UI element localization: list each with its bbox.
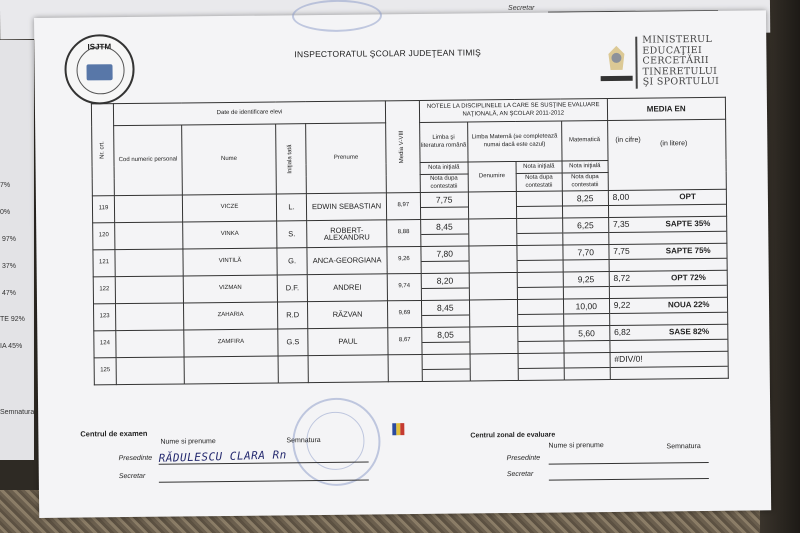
- cell-media: 9,74: [387, 273, 421, 300]
- cell-initiala: D.F.: [277, 275, 307, 302]
- header-denumire: Denumire: [468, 161, 516, 192]
- cell-prenume: ANCA-GEORGIANA: [307, 247, 387, 275]
- cell-denumire: [469, 299, 517, 327]
- cell-limba: [421, 327, 469, 355]
- cell-cod: [115, 222, 183, 250]
- nume-prenume-label: Nume si prenume: [160, 438, 216, 446]
- ministry-line: ŞI SPORTULUI: [642, 75, 720, 88]
- cell-nume: VIZMAN: [183, 275, 277, 303]
- cell-nr: 121: [93, 250, 115, 277]
- stamp-top: [292, 0, 382, 32]
- nume-prenume-label-2: Nume si prenume: [548, 442, 604, 450]
- header-matematica: Matematică: [561, 121, 607, 161]
- cell-nume: VINTILĂ: [183, 248, 277, 276]
- cell-nume: ZAMFIRA: [184, 329, 278, 357]
- presedinte-label-2: Presedinte: [506, 454, 541, 463]
- cell-materna: [517, 326, 563, 353]
- cell-materna: [517, 245, 563, 272]
- cell-cifre: 7,75: [613, 245, 630, 256]
- cell-nume: ZAHARIA: [183, 302, 277, 330]
- table-row: [94, 351, 728, 385]
- cell-initiala: R.D: [277, 302, 307, 329]
- cell-cifre: 6,82: [613, 326, 631, 337]
- cell-materna: [517, 299, 563, 326]
- cell-denumire: [469, 245, 517, 273]
- cell-litere: SASE 82%: [668, 326, 710, 337]
- header-cod: Cod numeric personal: [114, 125, 183, 196]
- cell-nr: 122: [93, 277, 115, 304]
- cell-media: 8,88: [387, 219, 421, 246]
- header-note: NOTELE LA DISCIPLINELE LA CARE SE SUSŢINE EVALUARE NAŢIONALĂ, AN ŞCOLAR 2011-2012: [419, 99, 607, 123]
- cell-limba: [422, 354, 470, 382]
- cell-materna: [516, 218, 562, 245]
- left-fragment: TE 92%: [0, 316, 25, 323]
- ministry-line: EDUCAŢIEI: [642, 44, 703, 57]
- cell-limba-initiala: 7,75: [421, 192, 468, 207]
- ministry-divider: [635, 37, 638, 89]
- cell-mate-initiala: 5,60: [564, 326, 609, 341]
- cell-nr: 120: [93, 223, 115, 250]
- cell-limba-initiala: 8,45: [421, 219, 468, 234]
- cell-nume: [184, 356, 278, 384]
- cell-litere: OPT 72%: [671, 272, 706, 283]
- cell-nr: 124: [94, 331, 116, 358]
- cell-denumire: [468, 191, 516, 219]
- cell-mate: [563, 325, 609, 352]
- header-materna-initiala: Nota iniţială: [516, 161, 562, 173]
- left-fragment: Semnatura: [0, 409, 35, 416]
- cell-materna: [518, 353, 564, 380]
- secretar-label: Secretar: [118, 472, 146, 481]
- cell-media-en: [609, 324, 727, 352]
- cell-prenume: EDWIN SEBASTIAN: [306, 193, 386, 221]
- cell-media-en: [609, 243, 727, 271]
- header-materna-dupa: Nota dupa contestatii: [516, 173, 562, 191]
- cell-cifre: 8,72: [613, 272, 631, 283]
- cell-initiala: G.: [277, 248, 307, 275]
- header-nr: Nr. crt.: [91, 104, 114, 196]
- cell-materna: [516, 191, 562, 218]
- cell-initiala: [278, 356, 308, 383]
- ministry-name: [642, 35, 719, 88]
- header-limba-initiala: Nota iniţială: [420, 162, 468, 175]
- cell-litere: SAPTE 75%: [665, 245, 711, 256]
- header-nume: Nume: [182, 124, 277, 195]
- cell-mate: [563, 244, 609, 271]
- cell-cifre: 7,35: [612, 218, 630, 229]
- cell-denumire: [469, 272, 517, 300]
- cell-nr: 119: [92, 196, 114, 223]
- ministry-line: CERCETĂRII: [642, 54, 709, 67]
- cell-limba: [421, 300, 469, 328]
- cell-denumire: [468, 218, 516, 246]
- logo-text: ISJTM: [87, 42, 112, 52]
- cell-materna: [517, 272, 563, 299]
- semnatura-label: Semnatura: [286, 437, 321, 445]
- cell-initiala: S.: [277, 221, 307, 248]
- left-fragment: 97%: [2, 236, 17, 243]
- cell-media-en: [608, 189, 726, 217]
- isj-logo: [64, 34, 135, 105]
- cell-limba-initiala: 8,05: [422, 327, 469, 342]
- left-fragment: 47%: [2, 290, 17, 297]
- centru-zonal-label: Centrul zonal de evaluare: [470, 431, 556, 440]
- secretar-label-2: Secretar: [506, 470, 534, 479]
- cell-media: 9,26: [387, 246, 421, 273]
- page-title: INSPECTORATUL ŞCOLAR JUDEŢEAN TIMIŞ: [294, 47, 482, 60]
- cell-limba-initiala: 7,80: [421, 246, 468, 261]
- results-table: [91, 97, 729, 386]
- cell-mate-initiala: 6,25: [563, 218, 608, 233]
- left-sheet: [0, 40, 34, 460]
- cell-litere: SAPTE 35%: [665, 218, 711, 229]
- semnatura-label-2: Semnatura: [666, 443, 701, 451]
- cell-media-en: [609, 297, 727, 325]
- ministry-emblem-icon: [596, 42, 636, 84]
- cell-mate: [562, 190, 608, 217]
- cell-cifre: 8,00: [612, 191, 630, 202]
- cell-mate-initiala: 9,25: [563, 272, 608, 287]
- cell-mate: [563, 298, 609, 325]
- header-limba: Limba şi literatura română: [419, 122, 467, 163]
- cell-media: 8,97: [386, 192, 420, 219]
- cell-nr: 125: [94, 358, 116, 385]
- cell-denumire: [469, 326, 517, 354]
- book-icon: [86, 64, 112, 80]
- header-mate-initiala: Nota iniţială: [562, 160, 608, 172]
- cell-prenume: RĂZVAN: [308, 301, 388, 329]
- centru-examen-label: Centrul de examen: [80, 428, 148, 439]
- cell-mate: [563, 271, 609, 298]
- left-fragment: 0%: [0, 209, 11, 216]
- presedinte-signature: RĂDULESCU CLARA Rn: [158, 448, 287, 465]
- cell-cod: [114, 195, 182, 223]
- cell-prenume: ROBERT-ALEXANDRU: [307, 220, 387, 248]
- cell-limba: [420, 192, 468, 220]
- cell-prenume: ANDREI: [307, 274, 387, 302]
- header-materna: Limba Maternă (se completează numai dacă este cazul): [467, 121, 561, 162]
- ministry-line: MINISTERUL: [642, 33, 713, 46]
- cell-prenume: [308, 355, 388, 383]
- header-media-cols: [607, 119, 726, 190]
- presedinte-line-2: [549, 462, 709, 465]
- left-fragment: IA 45%: [0, 343, 23, 350]
- cell-cod: [115, 249, 183, 277]
- cell-mate: [562, 217, 608, 244]
- cell-limba: [421, 246, 469, 274]
- left-fragment: 7%: [0, 182, 11, 189]
- cell-litere: OPT: [679, 192, 696, 202]
- cell-prenume: PAUL: [308, 328, 388, 356]
- header-limba-dupa: Nota dupa contestatii: [420, 174, 468, 193]
- cell-limba: [421, 273, 469, 301]
- exam-results-sheet: [34, 10, 771, 518]
- cell-limba-initiala: 8,45: [422, 300, 469, 315]
- presedinte-label: Presedinte: [118, 454, 153, 463]
- cell-mate-initiala: 8,25: [563, 191, 608, 206]
- header-media-v-viii: Media V-VIII: [385, 100, 420, 192]
- cell-cod: [116, 330, 184, 358]
- cell-limba-initiala: 8,20: [421, 273, 468, 288]
- header-prenume: Prenume: [306, 123, 387, 194]
- cell-mate-initiala: 7,70: [563, 245, 608, 260]
- cell-media: 9,69: [388, 300, 422, 327]
- cell-initiala: L.: [276, 194, 306, 221]
- cell-cod: [116, 357, 184, 385]
- cell-initiala: G.S: [278, 329, 308, 356]
- header-initiala: Iniţiala tată: [276, 124, 307, 194]
- cell-media-en: [608, 216, 726, 244]
- cell-litere: NOUA 22%: [667, 299, 710, 310]
- background-secretar-label: Secretar: [507, 4, 535, 12]
- cell-denumire: [470, 353, 518, 381]
- header-mate-dupa: Nota dupa contestatii: [562, 172, 608, 190]
- cell-cod: [115, 303, 183, 331]
- cell-mate: [564, 352, 610, 379]
- cell-media: [388, 354, 422, 381]
- cell-nr: 123: [93, 304, 115, 331]
- header-identificare: Date de identificare elevi: [113, 101, 385, 126]
- ministry-line: TINERETULUI: [642, 65, 718, 78]
- cell-cifre: 9,22: [613, 299, 631, 310]
- secretar-line-2: [549, 478, 709, 481]
- cell-limba: [420, 219, 468, 247]
- header-media-en: MEDIA EN: [607, 97, 725, 120]
- flag-icon: [392, 422, 404, 434]
- cell-media-en: [610, 351, 728, 379]
- header-litere: (in litere): [660, 140, 688, 148]
- cell-cod: [115, 276, 183, 304]
- cell-litere: [650, 355, 728, 356]
- cell-nume: VINKA: [183, 221, 277, 249]
- left-fragment: 37%: [2, 263, 17, 270]
- header-cifre: (in cifre): [615, 136, 641, 144]
- cell-cifre: #DIV/0!: [614, 353, 643, 364]
- cell-mate-initiala: 10,00: [564, 299, 609, 314]
- cell-media: 8,67: [388, 327, 422, 354]
- cell-nume: VICZE: [182, 194, 276, 222]
- cell-media-en: [609, 270, 727, 298]
